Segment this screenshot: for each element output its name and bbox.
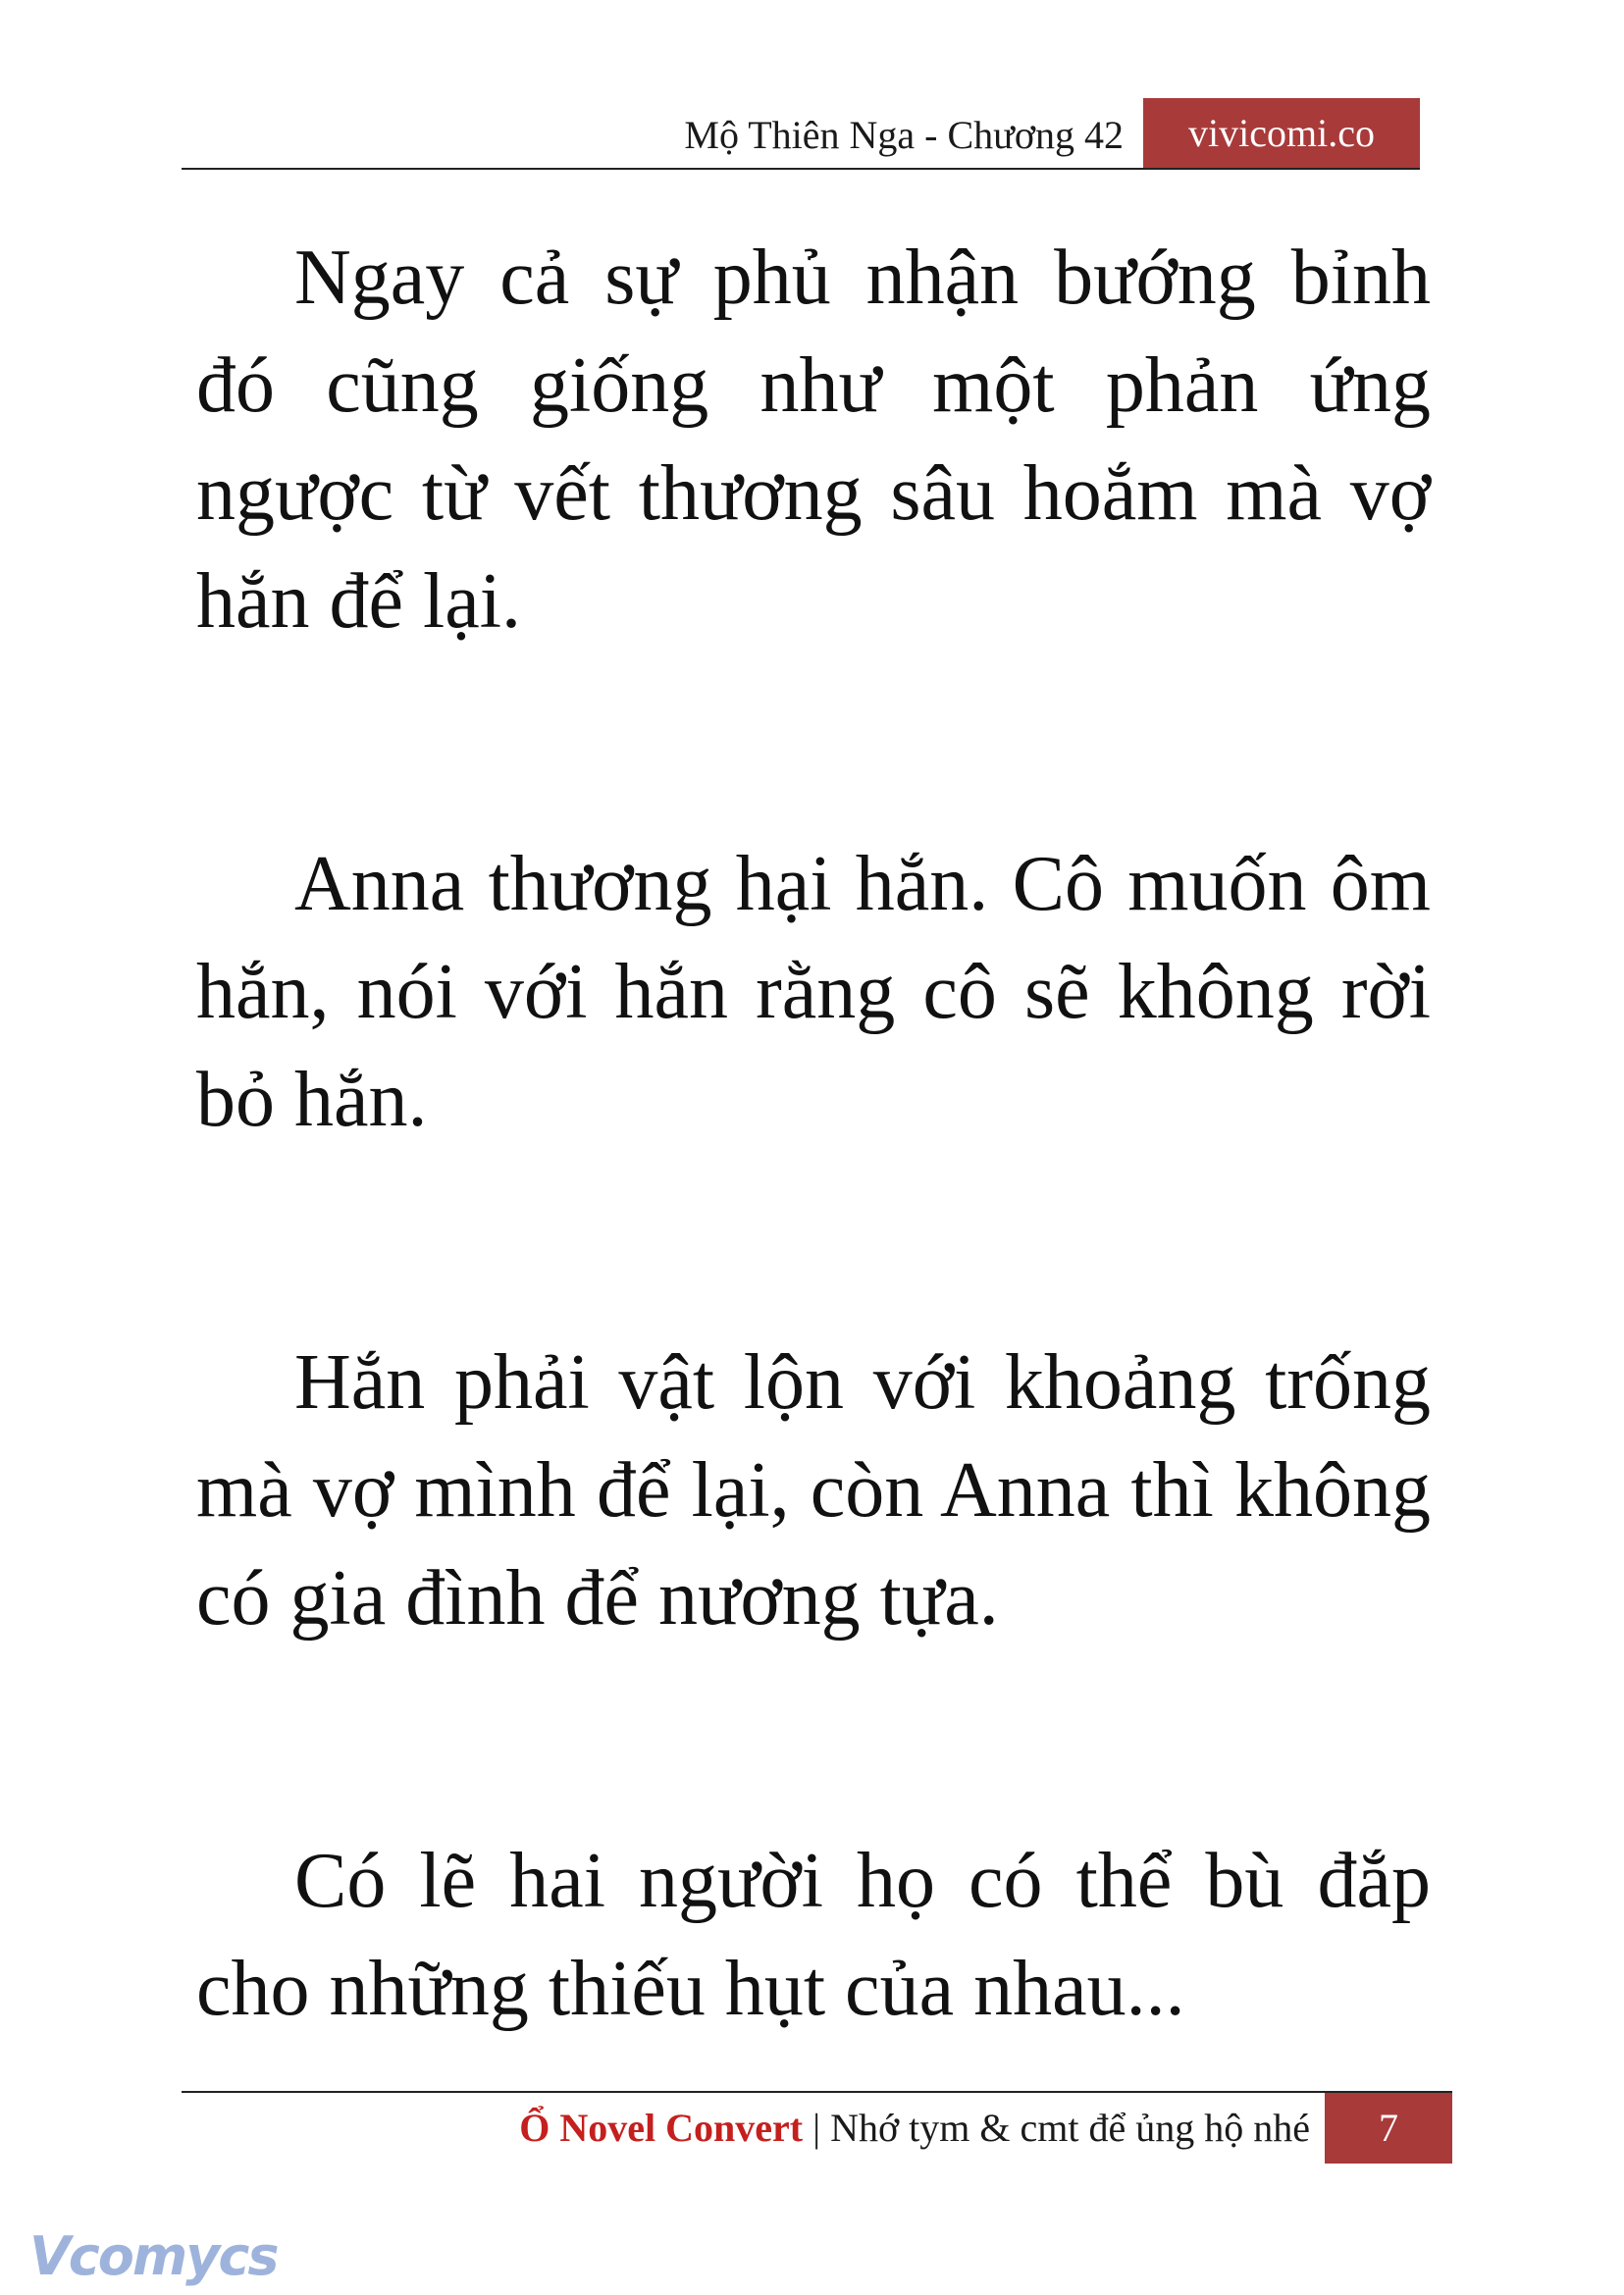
page-footer [182,2093,1452,2164]
paragraph: Anna thương hại hắn. Cô muốn ôm hắn, nói với hắn rằng cô sẽ không rời bỏ hắn. [196,841,1431,1143]
paragraph: Hắn phải vật lộn với khoảng trống mà vợ mình để lại, còn Anna thì không có gia đình để nương tựa. [196,1339,1431,1642]
brand-name: Ổ Novel Convert [519,2106,804,2150]
page-number: 7 [1325,2093,1452,2164]
footer-note: Nhớ tym & cmt để ủng hộ nhé [830,2106,1310,2150]
page-header [182,98,1420,169]
paragraph: Ngay cả sự phủ nhận bướng bỉnh đó cũng giống như một phản ứng ngược từ vết thương sâu hoắm mà vợ hắn để lại. [196,235,1431,645]
site-badge: vivicomi.co [1143,98,1420,169]
chapter-body [196,224,1431,2043]
header-divider [182,168,1420,170]
watermark-logo: Vcomycs [29,2225,278,2287]
chapter-title: Mộ Thiên Nga - Chương 42 [684,113,1124,157]
footer-separator: | [812,2106,821,2150]
paragraph: Có lẽ hai người họ có thể bù đắp cho những thiếu hụt của nhau... [196,1838,1431,2032]
footer-credit [519,2103,1310,2154]
